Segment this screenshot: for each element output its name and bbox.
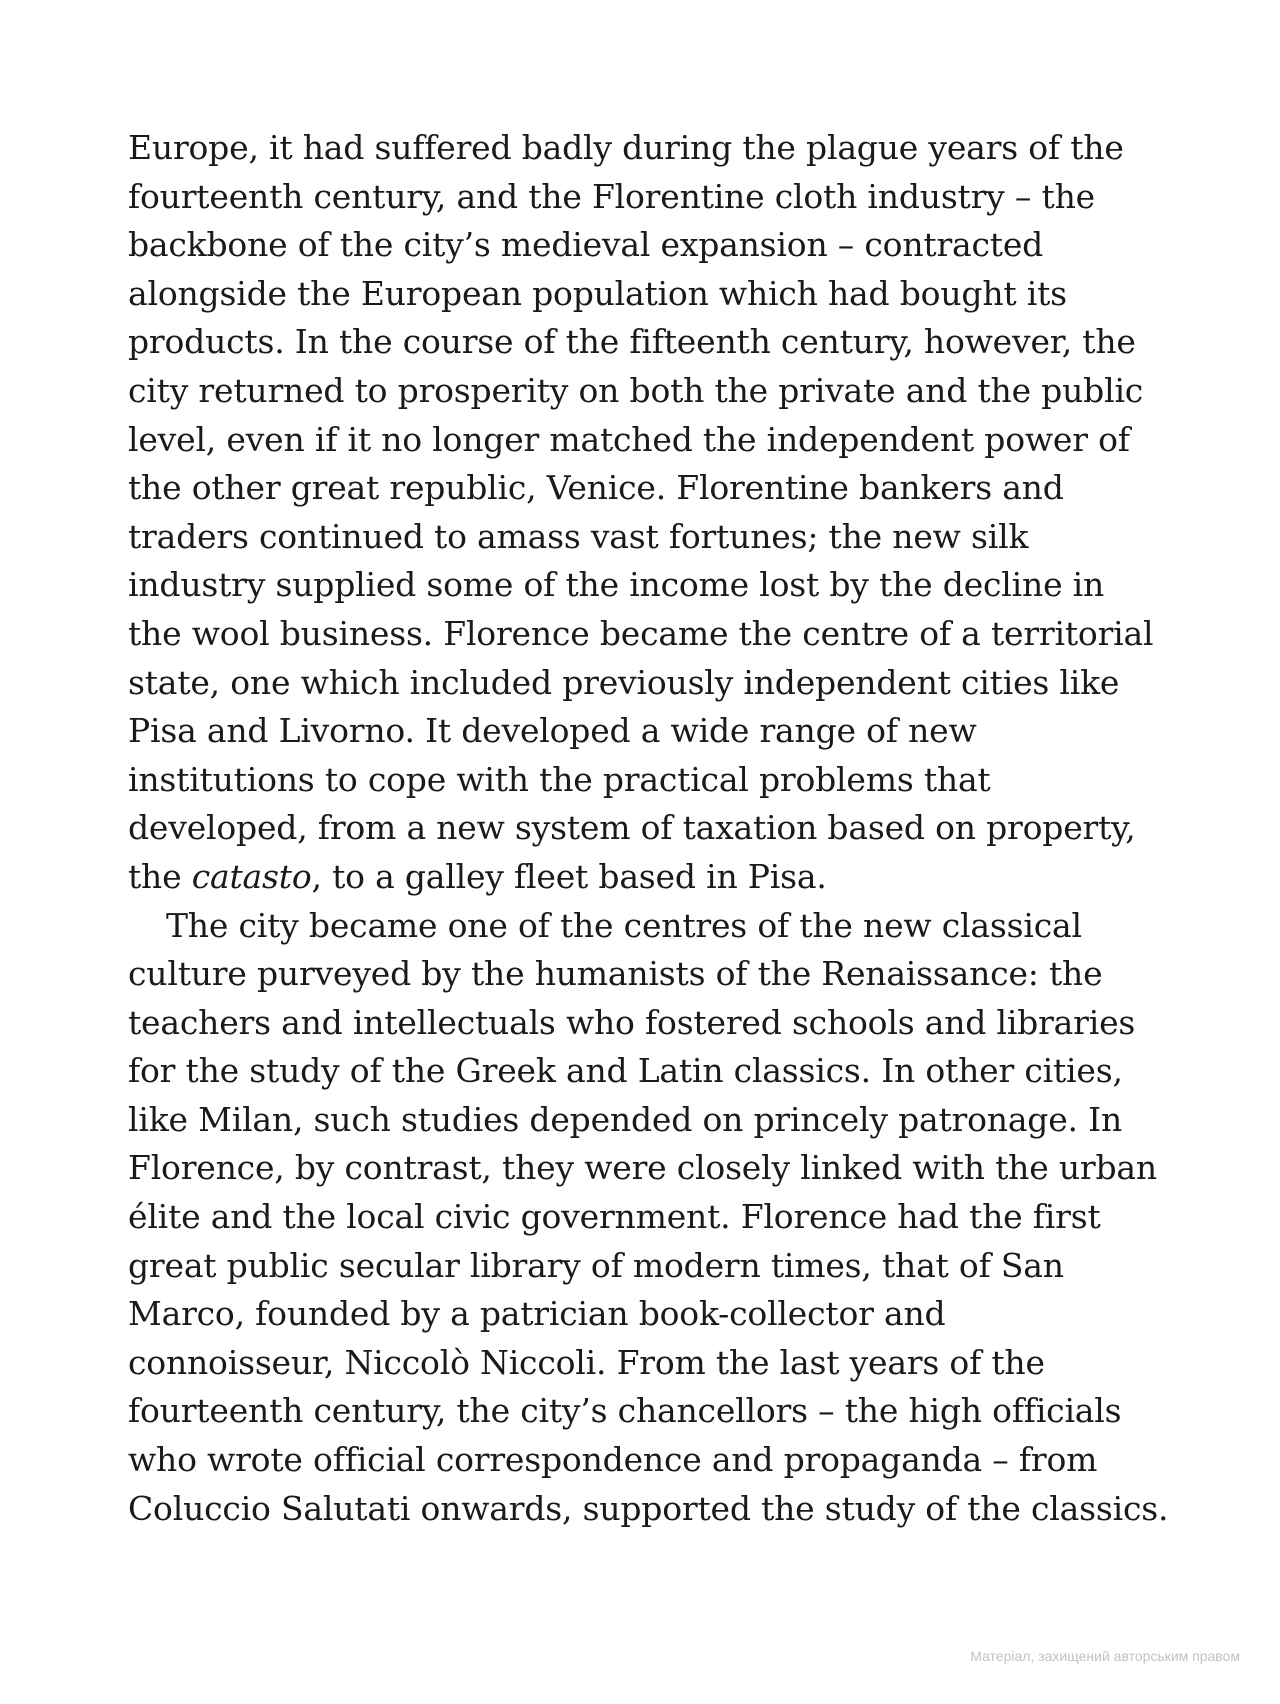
- text-line: Coluccio Salutati onwards, supported the study of the classics.: [128, 1488, 1169, 1528]
- text-line: like Milan, such studies depended on princely patronage. In: [128, 1099, 1123, 1139]
- text-line: for the study of the Greek and Latin classics. In other cities,: [128, 1051, 1123, 1091]
- text-line-last: [128, 853, 1168, 902]
- text-line: Europe, it had suffered badly during the plague years of the: [128, 128, 1124, 167]
- text-line: alongside the European population which had bought its: [128, 273, 1067, 313]
- text-line: teachers and intellectuals who fostered schools and libraries: [128, 1002, 1136, 1042]
- text-line: products. In the course of the fifteenth century, however, the: [128, 322, 1136, 362]
- italic-term-catasto: catasto: [191, 856, 312, 896]
- text-line: city returned to prosperity on both the private and the public: [128, 370, 1144, 410]
- text-after-italic: , to a galley fleet based in Pisa.: [311, 856, 827, 896]
- text-line: the wool business. Florence became the centre of a territorial: [128, 613, 1154, 653]
- text-line: fourteenth century, the city’s chancellors – the high officials: [128, 1391, 1122, 1431]
- text-line: Pisa and Livorno. It developed a wide range of new: [128, 711, 977, 751]
- text-line: Florence, by contrast, they were closely linked with the urban: [128, 1148, 1157, 1188]
- copyright-watermark: Матеріал, захищений авторським правом: [970, 1648, 1240, 1664]
- text-line: great public secular library of modern times, that of San: [128, 1245, 1064, 1285]
- text-line: traders continued to amass vast fortunes; the new silk: [128, 516, 1029, 556]
- text-line: industry supplied some of the income lost by the decline in: [128, 565, 1105, 605]
- text-line: level, even if it no longer matched the independent power of: [128, 419, 1130, 459]
- text-line: élite and the local civic government. Florence had the first: [128, 1197, 1101, 1237]
- page-body: [128, 124, 1168, 1533]
- text-line-first: The city became one of the centres of the new classical: [166, 905, 1082, 945]
- text-line: the other great republic, Venice. Florentine bankers and: [128, 468, 1064, 508]
- text-line: developed, from a new system of taxation based on property,: [128, 808, 1136, 848]
- text-line: who wrote official correspondence and propaganda – from: [128, 1440, 1098, 1480]
- text-before-italic: the: [128, 856, 192, 896]
- text-line: Marco, founded by a patrician book-collector and: [128, 1294, 946, 1334]
- text-line: fourteenth century, and the Florentine cloth industry – the: [128, 176, 1095, 216]
- text-line: backbone of the city’s medieval expansion – contracted: [128, 225, 1044, 265]
- paragraph-1: [128, 124, 1168, 902]
- text-line: institutions to cope with the practical problems that: [128, 759, 991, 799]
- text-line: state, one which included previously independent cities like: [128, 662, 1120, 702]
- text-line: connoisseur, Niccolò Niccoli. From the last years of the: [128, 1342, 1045, 1382]
- paragraph-2: [128, 902, 1168, 1534]
- text-line: culture purveyed by the humanists of the Renaissance: the: [128, 954, 1103, 994]
